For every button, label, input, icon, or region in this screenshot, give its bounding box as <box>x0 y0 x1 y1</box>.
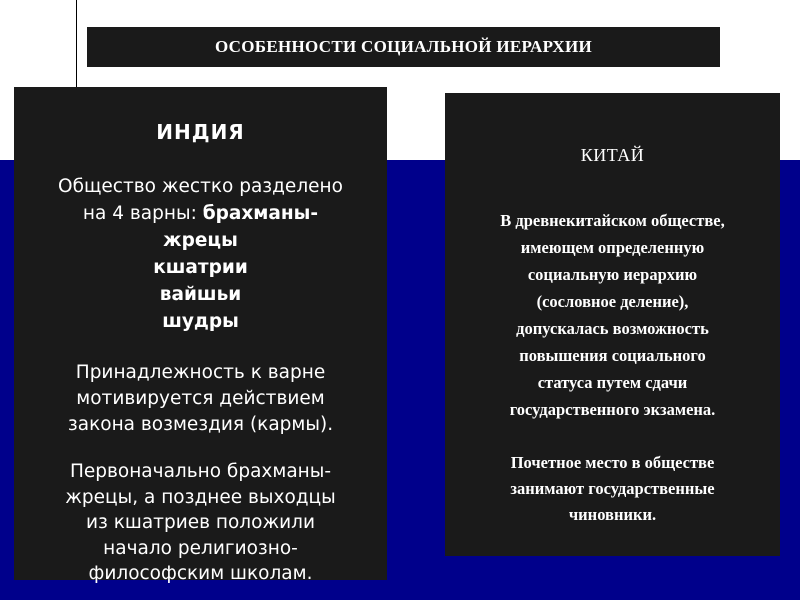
decorative-line <box>76 0 77 88</box>
india-intro-prefix: на 4 варны: <box>82 203 203 224</box>
india-p3-line3: из кшатриев положили <box>86 512 315 533</box>
india-paragraph-schools <box>14 459 387 587</box>
varna-kshatriyas: кшатрии <box>153 257 248 278</box>
india-p3-line1: Первоначально брахманы- <box>69 461 332 482</box>
india-intro-line1: Общество жестко разделено <box>58 176 343 197</box>
india-intro-line2 <box>14 200 387 227</box>
varna-shudras-line <box>14 308 387 335</box>
india-heading: ИНДИЯ <box>156 120 245 144</box>
china-p1-line5: допускалась возможность <box>516 319 709 338</box>
varna-brahmins-part2-line <box>14 227 387 254</box>
varna-shudras: шудры <box>162 311 239 332</box>
varna-kshatriyas-line <box>14 254 387 281</box>
varna-vaishyas: вайшьи <box>159 284 242 305</box>
china-paragraph-officials <box>445 450 780 528</box>
china-p1-line6: повышения социального <box>519 346 706 365</box>
varna-brahmins-part2: жрецы <box>163 230 238 251</box>
varna-brahmins-part1: брахманы- <box>202 203 319 224</box>
slide-title: ОСОБЕННОСТИ СОЦИАЛЬНОЙ ИЕРАРХИИ <box>214 37 593 56</box>
india-p3-line5: философским школам. <box>88 563 313 584</box>
china-p1-line2: имеющем определенную <box>520 238 705 257</box>
china-p2-line3: чиновники. <box>568 505 657 524</box>
slide-title-bar <box>87 27 720 67</box>
china-heading: КИТАЙ <box>580 145 645 165</box>
india-p2-line3: закона возмездия (кармы). <box>67 414 334 435</box>
china-p2-line1: Почетное место в обществе <box>510 453 715 472</box>
china-p1-line8: государственного экзамена. <box>509 400 716 419</box>
india-varnas-block <box>14 173 387 335</box>
india-p2-line2: мотивируется действием <box>76 388 325 409</box>
china-p1-line3: социальную иерархию <box>527 265 698 284</box>
india-p2-line1: Принадлежность к варне <box>75 362 326 383</box>
china-p1-line7: статуса путем сдачи <box>537 373 688 392</box>
india-paragraph-karma <box>14 360 387 438</box>
china-paragraph-exam <box>445 207 780 423</box>
india-p3-line4: начало религиозно- <box>103 537 298 559</box>
china-p1-line4: (сословное деление), <box>536 292 689 311</box>
india-p3-line2: жрецы, а позднее выходцы <box>65 486 336 508</box>
varna-vaishyas-line <box>14 281 387 308</box>
china-p1-line1: В древнекитайском обществе, <box>500 211 725 230</box>
china-p2-line2: занимают государственные <box>510 479 715 498</box>
